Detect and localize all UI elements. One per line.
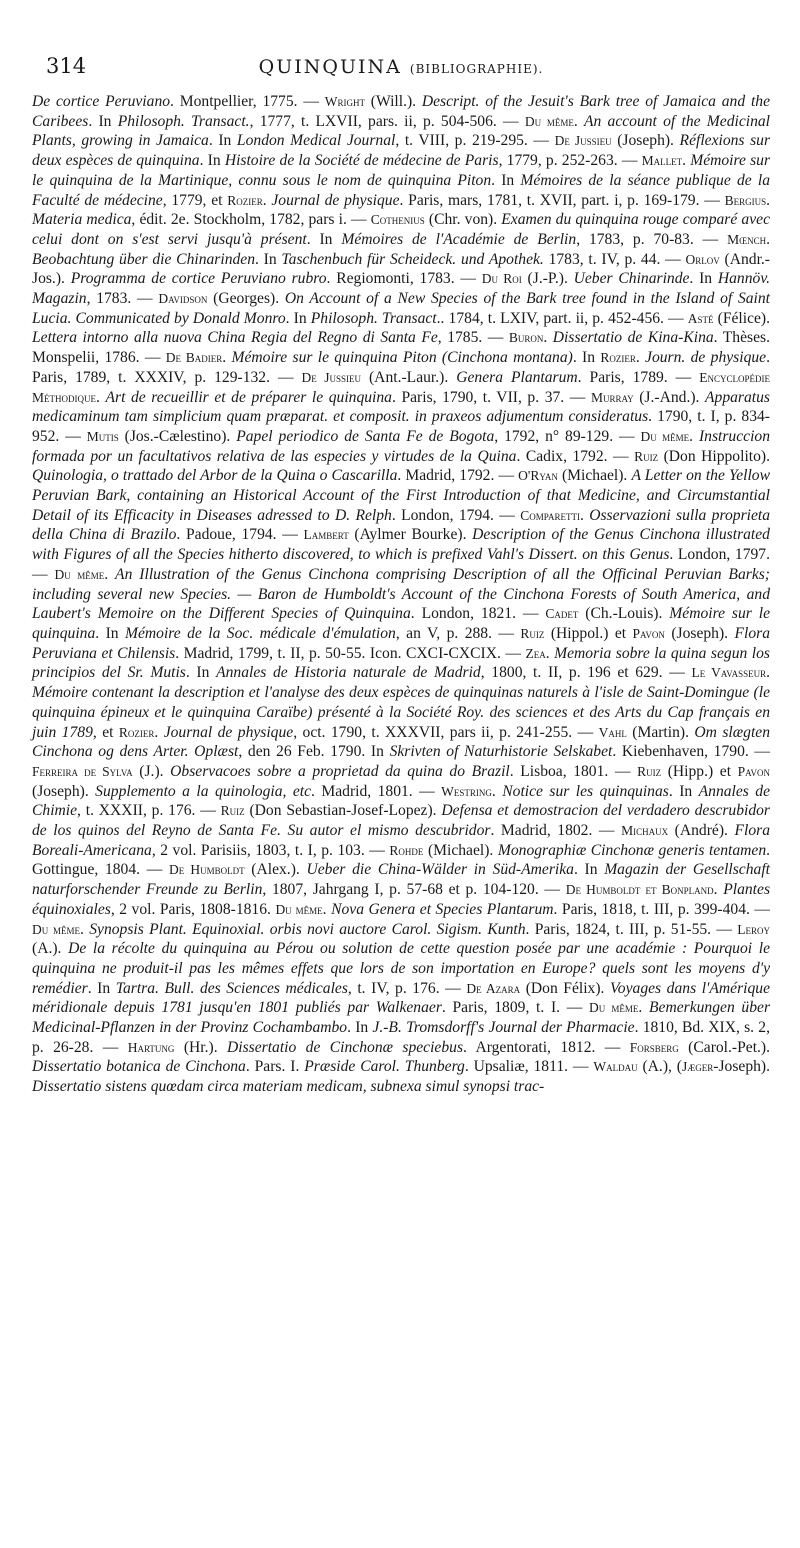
text-run: . London, 1797. — bbox=[32, 546, 770, 583]
text-run: . bbox=[635, 349, 646, 367]
author-name: Mœnch bbox=[727, 231, 767, 247]
text-run: (Félice). bbox=[713, 309, 771, 327]
text-run: (Aylmer Bourke). bbox=[348, 526, 473, 544]
italic-title: On Account of a New Species of the Bark tree found in the Island of Saint Lucia. Communicated by Donald Monro bbox=[32, 290, 770, 327]
text-run: (A.), ( bbox=[637, 1058, 682, 1076]
text-run: (Hr.). bbox=[174, 1038, 227, 1056]
italic-title: Tartra. Bull. des Sciences médicales bbox=[115, 979, 348, 997]
text-run: (Michael). bbox=[423, 841, 498, 859]
author-name: Mallet bbox=[641, 153, 683, 169]
author-name: Du même bbox=[54, 566, 105, 582]
text-run: , 1792, n° 89-129. — bbox=[494, 427, 641, 445]
italic-title: Mémoire sur le quinquina de la Martinique, connu sous le nom de quinquina Piton bbox=[32, 152, 771, 189]
text-run: , 1783, p. 70-83. — bbox=[576, 230, 728, 248]
text-run: . Madrid, 1799, t. II, p. 50-55. Icon. CXCI-CXCIX. — bbox=[175, 644, 526, 662]
italic-title: Plantes équinoxiales bbox=[32, 881, 771, 918]
author-name: Bergius bbox=[724, 192, 767, 208]
italic-title: Mémoires de la séance publique de la Faculté de médecine bbox=[32, 171, 770, 209]
text-run: (Alex.). bbox=[244, 861, 307, 879]
text-run: . Paris, 1789. — bbox=[577, 368, 700, 386]
text-run: . In bbox=[87, 979, 116, 997]
author-name: Ruiz bbox=[634, 448, 659, 464]
italic-title: Flora Peruviana et Chilensis bbox=[32, 624, 771, 662]
text-run: , oct. 1790, t. XXXVII, pars ii, p. 241-255. — bbox=[293, 723, 599, 741]
text-run: . bbox=[766, 191, 770, 209]
italic-title: Dissertatio de Cinchonæ speciebus bbox=[226, 1038, 464, 1056]
italic-title: Synopsis Plant. Equinoxial. orbis novi auctore Carol. Sigism. Kunth bbox=[89, 920, 526, 938]
author-name: Asté bbox=[687, 310, 714, 326]
text-run: . Paris, 1789, t. XXXIV, p. 129-132. — bbox=[32, 349, 770, 386]
italic-title: Materia medica bbox=[32, 211, 132, 229]
text-run: (A.). bbox=[32, 940, 69, 958]
author-name: Michaux bbox=[621, 823, 669, 839]
italic-title: Genera Plantarum bbox=[456, 368, 578, 386]
italic-title: Skrivten of Naturhistorie Selskabet bbox=[389, 743, 613, 761]
italic-title: Annales de Chimie bbox=[32, 782, 771, 820]
author-name: Buron bbox=[508, 330, 544, 346]
text-run: . Gottingue, 1804. — bbox=[32, 841, 771, 879]
text-run: . In bbox=[306, 230, 342, 248]
author-name: Du Roi bbox=[481, 271, 522, 287]
italic-title: J.-B. Tromsdorff's Journal der Pharmacie bbox=[372, 1019, 635, 1037]
author-name: O'Ryan bbox=[518, 468, 558, 484]
italic-title: Voyages dans l'Amérique méridionale depuis 1781 jusqu'en 1801 publiés par Walkenaer bbox=[32, 979, 770, 1017]
text-run: , 1807, Jahrgang I, p. 57-68 et p. 104-120. — bbox=[262, 881, 566, 899]
author-name: Ruiz bbox=[520, 625, 545, 641]
author-name: Orlov bbox=[685, 251, 720, 267]
italic-title: Dissertatio botanica de Cinchona bbox=[32, 1058, 246, 1076]
text-run: . bbox=[154, 723, 164, 741]
italic-title: Quinologia, o trattado del Arbor de la Quina o Cascarilla bbox=[32, 467, 398, 485]
italic-title: Journal de physique bbox=[163, 723, 294, 741]
italic-title: Mémoires de l'Académie de Berlin bbox=[341, 230, 577, 248]
running-title-subtitle: (BIBLIOGRAPHIE). bbox=[409, 62, 544, 76]
author-name: De Azara bbox=[466, 980, 521, 996]
text-run: . Pars. I. bbox=[245, 1058, 305, 1076]
text-run: , den 26 Feb. 1790. In bbox=[238, 743, 390, 761]
text-run: . bbox=[579, 506, 590, 524]
author-name: Wright bbox=[324, 94, 365, 109]
text-run: (Ant.-Laur.). bbox=[361, 368, 457, 386]
italic-title: Dissertatio sistens quœdam circa materiam medicam, subnexa simul synopsi trac- bbox=[32, 1078, 545, 1096]
author-name: Ruiz bbox=[637, 763, 662, 779]
text-run: . In bbox=[573, 861, 605, 879]
text-run: . In bbox=[208, 132, 237, 150]
text-run: (Chr. von). bbox=[424, 211, 502, 229]
text-run: (Joseph). bbox=[664, 624, 735, 642]
italic-title: Osservazioni sulla proprieta della China di Brazilo bbox=[32, 506, 771, 544]
text-run: , 1785. — bbox=[437, 329, 509, 347]
text-run: . bbox=[322, 900, 332, 918]
text-run: . Paris, mars, 1781, t. XVII, part. i, p. 169-179. — bbox=[399, 191, 725, 209]
italic-title: Instruccion formada por un facultativos relativa de las especies y virtudes de la Quina bbox=[32, 427, 770, 465]
italic-title: Journ. de physique bbox=[645, 349, 767, 367]
author-name: De Humboldt et Bonpland bbox=[565, 882, 714, 898]
text-run: . bbox=[545, 644, 555, 662]
text-run: . Paris, 1824, t. III, p. 51-55. — bbox=[525, 920, 738, 938]
text-run: . In bbox=[347, 1019, 373, 1037]
italic-title: Réflexions sur deux espèces de quinquina bbox=[32, 132, 771, 170]
text-run: . Padoue, 1794. — bbox=[176, 526, 304, 544]
italic-title: Mémoire sur le quinquina bbox=[32, 605, 771, 642]
text-run: . bbox=[262, 191, 272, 209]
text-run: . In bbox=[572, 349, 601, 367]
text-run: . bbox=[573, 112, 584, 130]
text-run: . bbox=[682, 152, 691, 170]
author-name: Pavon bbox=[632, 625, 665, 641]
text-run: . Paris, 1790, t. VII, p. 37. — bbox=[391, 388, 591, 406]
author-name: Leroy bbox=[737, 921, 771, 937]
italic-title: Mémoire sur le quinquina Piton (Cinchona montana) bbox=[231, 349, 573, 367]
text-run: , 2 vol. Paris, 1808-1816. bbox=[110, 900, 276, 918]
text-run: . In bbox=[285, 309, 311, 327]
text-run: (Carol.-Pet.). bbox=[678, 1038, 771, 1056]
text-run: 1783, t. IV, p. 44. — bbox=[543, 250, 686, 268]
author-name: Mutis bbox=[86, 428, 119, 444]
text-run: (André). bbox=[668, 822, 735, 840]
italic-title: Philosoph. Transact bbox=[310, 309, 437, 327]
text-run: . bbox=[80, 920, 90, 938]
italic-title: Art de recueillir et de préparer le quinquina bbox=[105, 388, 392, 406]
author-name: Rozier bbox=[600, 350, 636, 366]
author-name: Le Vavasseur bbox=[691, 665, 767, 681]
author-name: De Jussieu bbox=[301, 369, 362, 385]
text-run: , 1779, et bbox=[162, 191, 228, 209]
author-name: Rozier bbox=[227, 192, 263, 208]
author-name: Du même bbox=[275, 901, 323, 917]
text-run: (Will.). bbox=[364, 93, 422, 110]
text-run: (Joseph). bbox=[32, 782, 96, 800]
italic-title: Magazin der Gesellschaft naturforschender Freunde zu Berlin bbox=[32, 861, 770, 899]
text-run: , 1783. — bbox=[86, 290, 159, 308]
text-run: , t. IV, p. 176. — bbox=[347, 979, 467, 997]
italic-title: Observacoes sobre a proprietad da quina do Brazil bbox=[170, 762, 510, 780]
author-name: Davidson bbox=[158, 291, 208, 307]
text-run: . 1810, Bd. XIX, s. 2, p. 26-28. — bbox=[32, 1019, 770, 1056]
italic-title: De cortice Peruviano bbox=[32, 93, 171, 110]
text-run: . In bbox=[88, 112, 118, 130]
text-run: (Don Félix). bbox=[520, 979, 611, 997]
text-run: (Ch.-Louis). bbox=[578, 605, 670, 623]
author-name: Pavon bbox=[737, 763, 771, 779]
text-run: (Jos.-Cælestino). bbox=[118, 427, 237, 445]
italic-title: Papel periodico de Santa Fe de Bogota bbox=[236, 427, 495, 445]
italic-title: An Illustration of the Genus Cinchona comprising Description of all the Officinal Peruvian Barks; including several new Species. — Baron de Humboldt's Account of the Cinchona Forests of South America, and Laubert's Memoire on the Different Species of Quinquina bbox=[32, 565, 771, 623]
italic-title: Philosoph. Transact. bbox=[117, 112, 250, 130]
text-run: . Argentorati, 1812. — bbox=[463, 1038, 630, 1056]
text-run: . bbox=[96, 388, 106, 406]
author-name: Forsberg bbox=[629, 1039, 679, 1055]
author-name: Vahl bbox=[598, 724, 627, 740]
author-name: Du même bbox=[524, 113, 574, 129]
italic-title: Beobachtung über die Chinarinden bbox=[32, 250, 256, 268]
italic-title: Programma de cortice Peruviano rubro bbox=[70, 270, 327, 288]
text-run: (Hippol.) et bbox=[544, 624, 633, 642]
text-run: , an V, p. 288. — bbox=[395, 624, 521, 642]
text-run: . London, 1794. — bbox=[391, 506, 521, 524]
author-name: Waldau bbox=[593, 1059, 638, 1075]
italic-title: Defensa et demostracion del verdadero descrubidor de los quinos del Reyno de Santa Fe. Su autor el mismo descubridor bbox=[32, 802, 770, 840]
text-run: , 1779, p. 252-263. — bbox=[498, 152, 642, 170]
italic-title: Supplemento a la quinologia, etc bbox=[95, 782, 312, 800]
text-run: (Georges). bbox=[207, 290, 285, 308]
author-name: Encyclopédie Méthodique bbox=[32, 369, 770, 405]
text-run: . In bbox=[668, 782, 699, 800]
italic-title: Dissertatio de Kina-Kina bbox=[552, 329, 714, 347]
italic-title: Memoria sobre la quina segun los principios del Sr. Mutis bbox=[32, 644, 770, 682]
text-run: (J.). bbox=[132, 762, 171, 780]
text-run: . Upsaliæ, 1811. — bbox=[464, 1058, 594, 1076]
text-run: , et bbox=[92, 723, 119, 741]
italic-title: Lettera intorno alla nuova China Regia del Regno di Santa Fe bbox=[32, 329, 438, 347]
italic-title: Ueber Chinarinde bbox=[573, 270, 690, 288]
italic-title: Examen du quinquina rouge comparé avec celui dont on s'est servi jusqu'à présent bbox=[32, 211, 770, 248]
author-name: Cadet bbox=[545, 606, 579, 622]
italic-title: De la récolte du quinquina au Pérou ou solution de cette question posée par une académie : Pourquoi le quinquina ne produit-il pas les mêmes effets que lors de son importation en Europe? quels sont les moyens d'y remédier bbox=[32, 940, 770, 997]
author-name: De Jussieu bbox=[554, 133, 612, 149]
italic-title: Mémoire de la Soc. médicale d'émulation bbox=[124, 624, 396, 642]
text-run: . Cadix, 1792. — bbox=[516, 447, 635, 465]
page-number: 314 bbox=[46, 54, 87, 78]
text-run: . Madrid, 1802. — bbox=[490, 822, 622, 840]
author-name: Lambert bbox=[303, 527, 349, 543]
text-run: . bbox=[543, 329, 553, 347]
italic-title: Bemerkungen über Medicinal-Pflanzen in der Provinz Cochambambo bbox=[32, 999, 771, 1037]
text-run: . Lisboa, 1801. — bbox=[509, 762, 638, 780]
author-name: Du même bbox=[640, 428, 690, 444]
text-run: (Don Hippolito). bbox=[658, 447, 770, 465]
text-run: (Don Sebastian-Josef-Lopez). bbox=[244, 802, 442, 820]
running-header bbox=[32, 52, 770, 92]
text-run: (Hipp.) et bbox=[661, 762, 738, 780]
text-run: , 1800, t. II, p. 196 et 629. — bbox=[480, 664, 692, 682]
text-run: . London, 1821. — bbox=[410, 605, 546, 623]
text-run: , 1777, t. LXVII, pars. ii, p. 504-506. — bbox=[249, 112, 525, 130]
italic-title: Monographiæ Cinchonæ generis tentamen bbox=[497, 841, 767, 859]
text-run: . Madrid, 1792. — bbox=[397, 467, 519, 485]
author-name: Cothenius bbox=[370, 212, 425, 228]
author-name: De Humboldt bbox=[168, 862, 245, 878]
italic-title: A Letter on the Yellow Peruvian Bark, containing an Historical Account of the First Introduction of that Medicine, and Circumstantial Detail of its Efficacity in Diseases adressed to D. Relph bbox=[32, 467, 770, 524]
text-run: (J.-P.). bbox=[521, 270, 574, 288]
text-run: -Joseph). bbox=[713, 1058, 770, 1076]
text-run: , t. XXXII, p. 176. — bbox=[77, 802, 221, 820]
text-run: . Paris, 1818, t. III, p. 399-404. — bbox=[553, 900, 770, 918]
italic-title: Hannöv. Magazin bbox=[32, 270, 770, 308]
text-run: . Kiebenhaven, 1790. — bbox=[612, 743, 770, 761]
text-run: (Michael). bbox=[557, 467, 632, 485]
italic-title: Nova Genera et Species Plantarum bbox=[331, 900, 554, 918]
author-name: Rozier bbox=[118, 724, 155, 740]
author-name: Murray bbox=[590, 389, 634, 405]
italic-title: London Medical Journal bbox=[236, 132, 396, 150]
italic-title: Præside Carol. Thunberg bbox=[304, 1058, 465, 1076]
italic-title: Notice sur les quinquinas bbox=[502, 782, 669, 800]
author-name: Comparetti bbox=[520, 507, 580, 523]
author-name: Ruiz bbox=[220, 803, 245, 819]
text-run: . bbox=[689, 427, 699, 445]
italic-title: Mémoire contenant la description et l'analyse des deux espèces de quinquinas naturels à l'isle de Saint-Domingue (le quinquina épineux et le quinquina Caraïbe) présenté à la Société Roy. des sciences et des Arts du Cap français en juin 1789 bbox=[32, 684, 770, 741]
italic-title: Ueber die China-Wälder in Süd-Amerika bbox=[306, 861, 574, 879]
author-name: Ferreira de Sylva bbox=[32, 763, 133, 779]
italic-title: Description of the Genus Cinchona illustrated with Figures of all the Species hitherto discovered, to which is prefixed Vahl's Dissert. on this Genus bbox=[32, 526, 770, 564]
bibliography-text bbox=[32, 92, 770, 1097]
running-title-main: QUINQUINA bbox=[258, 56, 402, 78]
author-name: Du même bbox=[589, 1000, 639, 1016]
text-run: . bbox=[713, 881, 724, 899]
text-run: . bbox=[491, 782, 503, 800]
author-name: Westring bbox=[441, 783, 492, 799]
italic-title: An account of the Medicinal Plants, growing in Jamaica bbox=[32, 112, 771, 150]
text-run: , 2 vol. Parisiis, 1803, t. I, p. 103. — bbox=[151, 841, 390, 859]
text-run: . bbox=[766, 664, 770, 682]
text-run: , t. VIII, p. 219-295. — bbox=[395, 132, 555, 150]
text-run: . Madrid, 1801. — bbox=[311, 782, 442, 800]
text-run: . Regiomonti, 1783. — bbox=[326, 270, 482, 288]
author-name: Jæger bbox=[682, 1059, 714, 1075]
text-run: . bbox=[104, 565, 116, 583]
text-run: (Andr.-Jos.). bbox=[32, 250, 771, 288]
text-run: (Martin). bbox=[626, 723, 695, 741]
italic-title: Histoire de la Société de médecine de Paris bbox=[224, 152, 499, 170]
italic-title: Apparatus medicaminum tam simplicium quam præparat. et composit. in praxeos adjumentum consideratus bbox=[32, 388, 770, 426]
running-title bbox=[32, 56, 770, 78]
text-run: . Thèses. Monspelii, 1786. — bbox=[32, 329, 770, 367]
text-run: . In bbox=[255, 250, 282, 268]
author-name: Rohde bbox=[389, 842, 424, 858]
italic-title: Descript. of the Jesuit's Bark tree of Jamaica and the Caribees bbox=[32, 93, 770, 130]
italic-title: Journal de physique bbox=[271, 191, 400, 209]
text-run: . In bbox=[185, 664, 217, 682]
author-name: Du même bbox=[32, 921, 81, 937]
text-run: . 1790, t. I, p. 834-952. — bbox=[32, 408, 771, 445]
text-run: .. 1784, t. LXIV, part. ii, p. 452-456. — bbox=[436, 309, 688, 327]
text-run: . In bbox=[95, 624, 125, 642]
text-run: . bbox=[222, 349, 232, 367]
author-name: Zea bbox=[525, 645, 546, 661]
text-run: . In bbox=[491, 171, 521, 189]
text-run: (Joseph). bbox=[611, 132, 680, 150]
text-run: , édit. 2e. Stockholm, 1782, pars i. — bbox=[131, 211, 371, 229]
italic-title: Flora Boreali-Americana bbox=[32, 822, 771, 859]
text-run: . bbox=[638, 999, 650, 1017]
text-run: . bbox=[766, 230, 771, 248]
italic-title: Annales de Historia naturale de Madrid bbox=[216, 664, 481, 682]
text-run: . Montpellier, 1775. — bbox=[170, 93, 325, 110]
text-run: (J.-And.). bbox=[633, 388, 706, 406]
author-name: Hartung bbox=[127, 1039, 175, 1055]
author-name: De Badier bbox=[165, 350, 223, 366]
text-run: . Paris, 1809, t. I. — bbox=[441, 999, 589, 1017]
text-run: . In bbox=[689, 270, 718, 288]
text-run: . In bbox=[199, 152, 225, 170]
italic-title: Taschenbuch für Scheideck. und Apothek. bbox=[281, 250, 544, 268]
italic-title: Om slægten Cinchona og dens Arter. Oplæst bbox=[32, 723, 770, 761]
